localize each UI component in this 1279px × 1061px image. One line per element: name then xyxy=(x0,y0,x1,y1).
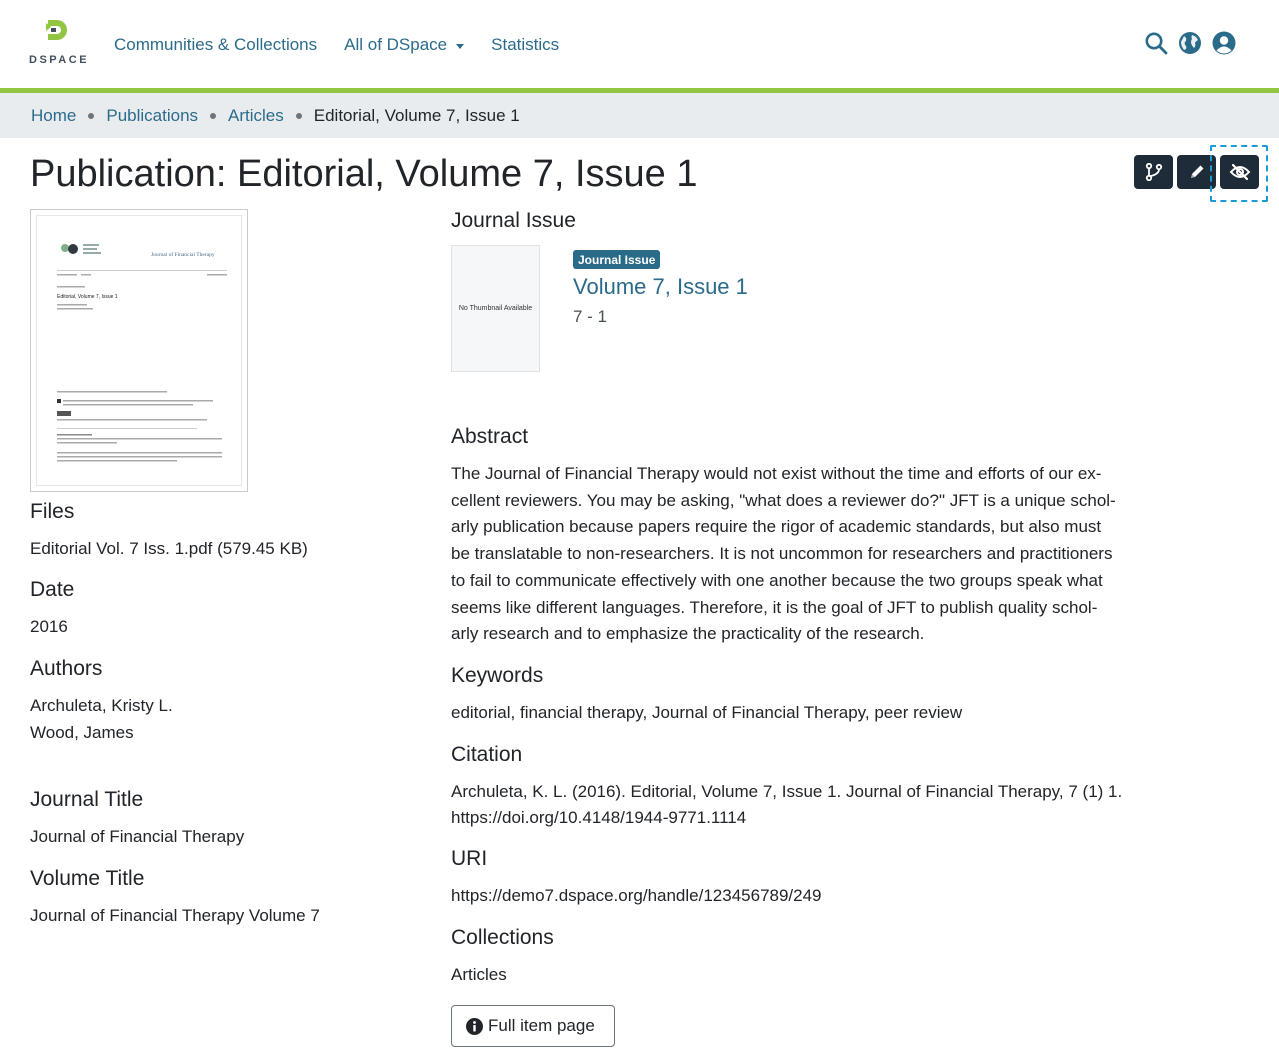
abstract-line: The Journal of Financial Therapy would not exist without the time and efforts of our ex- xyxy=(451,464,1102,483)
authors-heading: Authors xyxy=(30,657,103,680)
collections-heading: Collections xyxy=(451,926,554,949)
nav-label: All of DSpace xyxy=(344,35,448,54)
breadcrumb-publications[interactable]: Publications xyxy=(106,105,199,125)
relationship-icon xyxy=(1145,163,1163,181)
volume-title-value: Journal of Financial Therapy Volume 7 xyxy=(30,906,320,925)
volume-title-heading: Volume Title xyxy=(30,867,145,890)
entity-type-badge: Journal Issue xyxy=(573,250,660,269)
abstract-line: to fail to communicate effectively with one another because the two groups speak what xyxy=(451,570,1103,590)
dspace-logo[interactable] xyxy=(28,18,98,70)
header-actions xyxy=(1144,31,1252,55)
uri-link[interactable]: https://demo7.dspace.org/handle/123456789/249 xyxy=(451,886,822,905)
abstract-line: be translatable to non-researchers. It is not uncommon for researchers and practitioners xyxy=(451,544,1113,564)
files-heading: Files xyxy=(30,500,75,523)
citation-line: Archuleta, K. L. (2016). Editorial, Volume 7, Issue 1. Journal of Financial Therapy, 7 (1) 1. xyxy=(451,782,1123,801)
nav-label: Statistics xyxy=(491,35,560,54)
nav-all-of-dspace[interactable] xyxy=(344,35,464,55)
journal-issue-thumbnail[interactable] xyxy=(451,245,540,372)
journal-title-heading: Journal Title xyxy=(30,788,144,811)
author-name: Archuleta, Kristy L. xyxy=(30,696,173,715)
dspace-logo-icon xyxy=(45,18,73,46)
journal-issue-link[interactable]: Volume 7, Issue 1 xyxy=(573,274,748,299)
user-menu-button[interactable] xyxy=(1212,31,1242,55)
abstract-line: cellent reviewers. You may be asking, "what does a reviewer do?" JFT is a unique schol- xyxy=(451,490,1116,510)
relationships-button[interactable] xyxy=(1134,155,1173,189)
preview-doc-title: Editorial, Volume 7, Issue 1 xyxy=(57,294,118,300)
thumbnail-page xyxy=(36,215,242,486)
file-download-link[interactable]: Editorial Vol. 7 Iss. 1.pdf (579.45 KB) xyxy=(30,539,308,558)
nav-communities-collections[interactable] xyxy=(114,35,317,55)
info-circle-icon xyxy=(466,1018,483,1035)
language-button[interactable] xyxy=(1178,31,1202,55)
main-nav xyxy=(114,33,586,57)
breadcrumb-separator xyxy=(296,113,302,119)
search-button[interactable] xyxy=(1144,31,1168,55)
abstract-text xyxy=(451,461,1151,648)
collection-link[interactable]: Articles xyxy=(451,965,507,984)
top-header xyxy=(0,0,1279,88)
citation-doi: https://doi.org/10.4148/1944-9771.1114 xyxy=(451,808,747,827)
document-preview-image xyxy=(37,216,242,486)
pencil-icon xyxy=(1188,163,1206,181)
item-thumbnail[interactable] xyxy=(30,209,248,492)
journal-title-value: Journal of Financial Therapy xyxy=(30,827,245,846)
citation-heading: Citation xyxy=(451,743,523,766)
nav-statistics[interactable] xyxy=(491,35,559,55)
logo-text: DSPACE xyxy=(29,54,90,66)
full-item-page-label: Full item page xyxy=(488,1016,595,1035)
abstract-line: seems like different languages. Therefore, it is the goal of JFT to publish quality schol- xyxy=(451,597,1098,617)
breadcrumb xyxy=(0,93,1279,138)
no-thumbnail-text: No Thumbnail Available xyxy=(458,305,533,312)
search-icon xyxy=(1144,31,1168,55)
uri-heading: URI xyxy=(451,847,488,870)
breadcrumb-current: Editorial, Volume 7, Issue 1 xyxy=(313,105,520,125)
date-heading: Date xyxy=(30,578,75,601)
abstract-line: arly publication because papers require the rigor of academic standards, but also must xyxy=(451,517,1102,537)
breadcrumb-separator xyxy=(88,113,94,119)
journal-issue-heading: Journal Issue xyxy=(451,209,576,232)
date-value: 2016 xyxy=(30,617,68,636)
abstract-line: arly research and to emphasize the practicality of the research. xyxy=(451,624,925,644)
preview-journal-heading: Journal of Financial Therapy xyxy=(151,252,215,258)
caret-down-icon xyxy=(456,44,464,49)
breadcrumb-articles[interactable]: Articles xyxy=(228,105,284,125)
author-link[interactable]: Wood, James xyxy=(30,723,134,742)
journal-issue-number: 7 - 1 xyxy=(573,307,608,326)
abstract-heading: Abstract xyxy=(451,425,529,448)
nav-label: Communities & Collections xyxy=(114,35,318,54)
user-circle-icon xyxy=(1212,31,1236,55)
page-title: Publication: Editorial, Volume 7, Issue 1 xyxy=(30,153,698,195)
focus-highlight xyxy=(1210,145,1268,202)
globe-icon xyxy=(1178,31,1202,55)
breadcrumb-separator xyxy=(210,113,216,119)
full-item-page-button[interactable] xyxy=(451,1005,615,1047)
keywords-value: editorial, financial therapy, Journal of Financial Therapy, peer review xyxy=(451,703,963,722)
breadcrumb-home[interactable]: Home xyxy=(31,105,77,125)
keywords-heading: Keywords xyxy=(451,664,544,687)
